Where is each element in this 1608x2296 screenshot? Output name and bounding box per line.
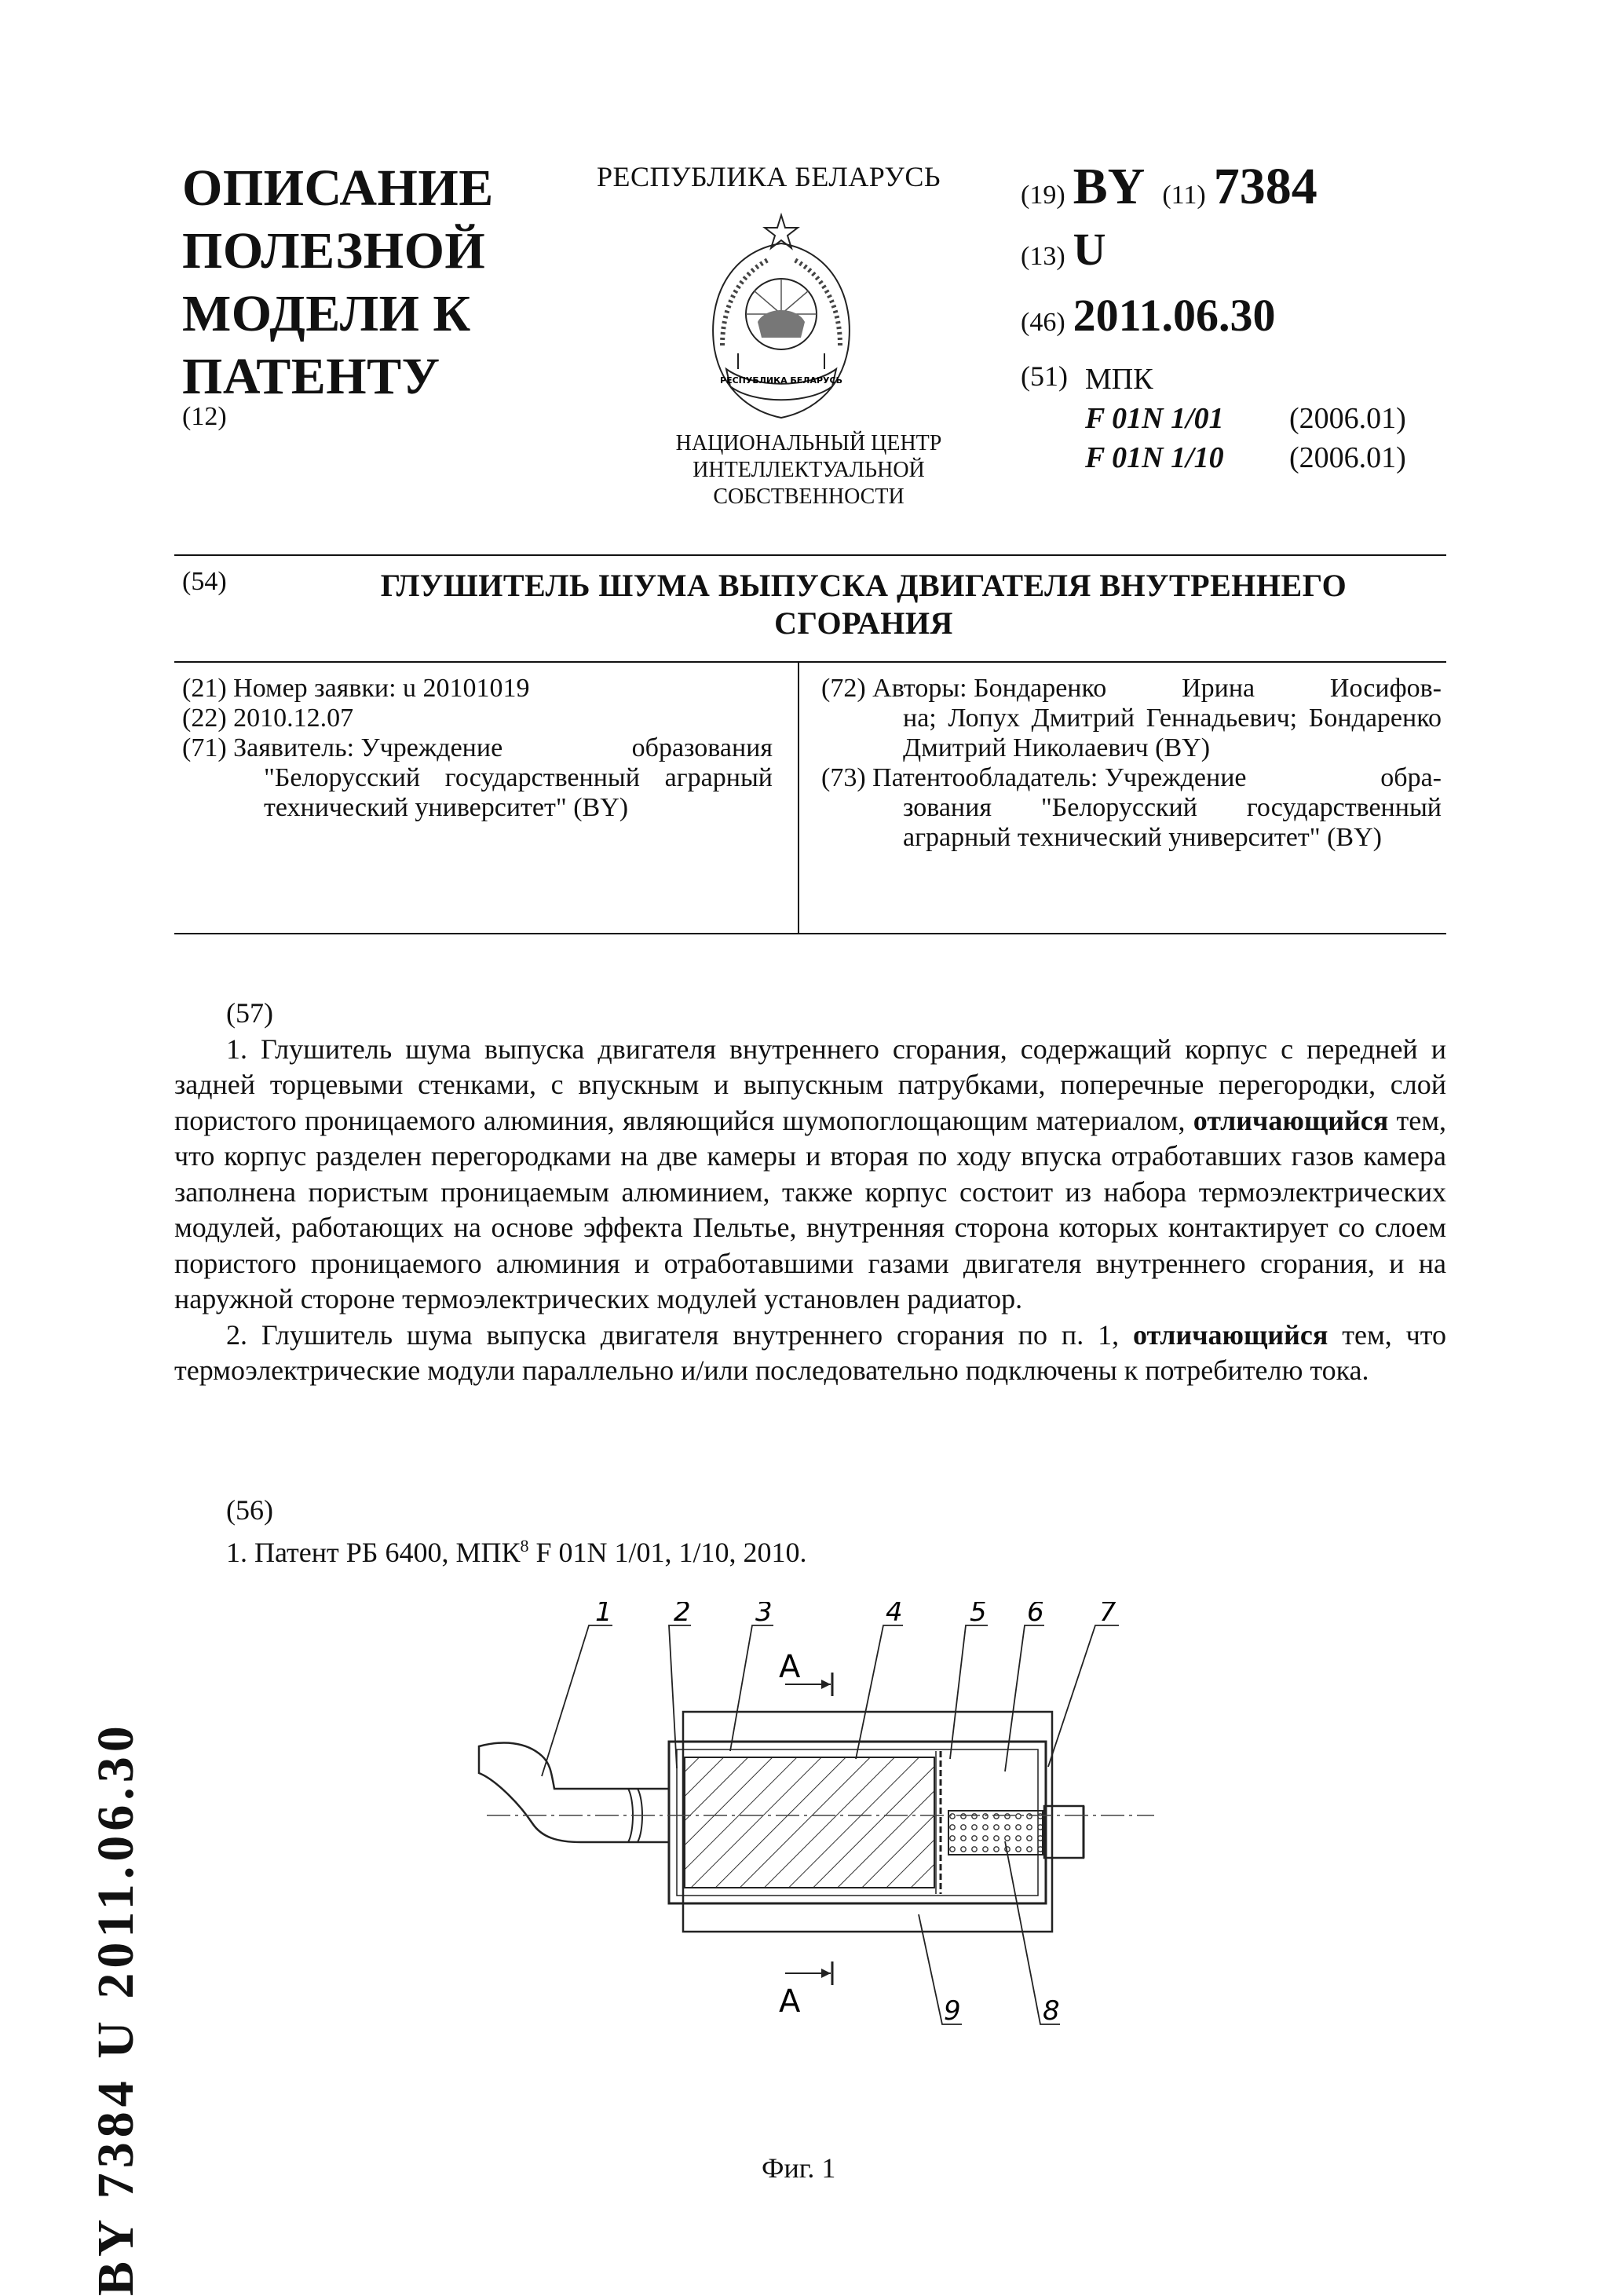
applicant-name: "Белорусский государственный аграрный технический университет" (BY): [264, 763, 773, 822]
authors-owner-data: [821, 674, 1442, 853]
doc-type-line: МОДЕЛИ К: [182, 285, 471, 342]
authors-names: на; Лопух Дмитрий Геннадьевич; Бондаренко Дмитрий Николаевич (BY): [903, 704, 1442, 762]
kind-code-row: [1021, 223, 1406, 289]
inid-code: (13): [1021, 242, 1065, 271]
applicant-line: [182, 733, 773, 763]
part-label: 9: [944, 1995, 961, 2027]
publication-date: 2011.06.30: [1073, 290, 1276, 341]
title-line: ГЛУШИТЕЛЬ ШУМА ВЫПУСКА ДВИГАТЕЛЯ ВНУТРЕННЕГО: [380, 568, 1347, 603]
state-emblem: [691, 212, 872, 432]
ipc-block: [1021, 360, 1406, 477]
claim-2: [174, 1318, 1446, 1389]
figure-caption: Фиг. 1: [762, 2152, 836, 2184]
patent-number: 7384: [1213, 158, 1317, 215]
reference-text: F 01N 1/01, 1/10, 2010.: [535, 1537, 807, 1568]
claim-keyword: отличающийся: [1193, 1104, 1389, 1136]
part-label: 2: [674, 1602, 691, 1628]
doc-type-line: ПАТЕНТУ: [182, 348, 440, 405]
applicant-first-line: Учреждение образования: [360, 733, 773, 762]
part-label: 6: [1027, 1602, 1044, 1628]
title-line: СГОРАНИЯ: [774, 605, 953, 641]
column-divider: [798, 661, 799, 934]
inid-code: (11): [1162, 181, 1206, 210]
section-letter: A: [779, 1649, 801, 1685]
application-data: [182, 674, 773, 823]
claim-text: 2. Глушитель шума выпуска двигателя внутреннего сгорания по п. 1,: [226, 1318, 1120, 1351]
section-mark-bottom: [779, 1961, 832, 2020]
claim-text: 1. Глушитель шума выпуска двигателя внутреннего сгорания, содержащий корпус с передней и задней торцевыми стенками, с впускным и выпускным патрубками, поперечные перегородки, слой пористого проницаемого алюминия, являющийся шумопоглощающим материалом,: [174, 1033, 1446, 1136]
owner-label: (73) Патентообладатель:: [821, 763, 1098, 792]
ipc-label: МПК: [1084, 363, 1153, 396]
porous-aluminium-chamber: [685, 1757, 934, 1888]
outlet-pipe: [1044, 1806, 1084, 1858]
biblio-bottom-divider: [174, 933, 1446, 934]
ipc-version: (2006.01): [1288, 402, 1406, 435]
references-section: [226, 1492, 807, 1570]
claims-section: [174, 996, 1446, 1389]
doc-type-line: ОПИСАНИЕ: [182, 159, 494, 217]
inid-code: (19): [1021, 181, 1065, 210]
application-number: (21) Номер заявки: u 20101019: [182, 674, 530, 703]
inid-code: (56): [226, 1494, 273, 1526]
claim-text: тем, что корпус разделен перегородками на две камеры и вторая по ходу впуска отработавших газов камера заполнена пористым проницаемым алюминием, также корпус состоит из набора термоэлектрических модулей, работающих на основе эффекта Пельтье, внутренняя сторона которых контактирует со слоем пористого проницаемого алюминия и отработавшими газами двигателя внутреннего сгорания, и на наружной стороне термоэлектрических модулей установлен радиатор.: [174, 1104, 1447, 1314]
part-label: 1: [595, 1602, 612, 1628]
office-name: [636, 430, 981, 510]
doc-type-code: (12): [182, 402, 227, 431]
inid-code: (51): [1021, 360, 1068, 392]
part-label: 7: [1099, 1602, 1116, 1628]
inid-code: (54): [182, 567, 227, 596]
ipc-code: F 01N 1/01: [1084, 402, 1224, 435]
claim-text: тем, что термоэлектрические модули параллельно и/или последовательно подключены к потребителю тока.: [174, 1318, 1447, 1386]
part-label: 4: [886, 1602, 903, 1628]
header-divider: [174, 554, 1446, 556]
doc-type-line: ПОЛЕЗНОЙ: [182, 222, 486, 280]
publication-number-row: [1021, 157, 1406, 223]
perforated-tube: [948, 1811, 1043, 1855]
office-name-line: СОБСТВЕННОСТИ: [713, 484, 904, 509]
authors-label: (72) Авторы:: [821, 674, 967, 703]
country-code: BY: [1073, 158, 1146, 215]
owner-name: зования "Белорусский государственный аграрный технический университет" (BY): [903, 793, 1442, 852]
kind-code: U: [1073, 224, 1106, 275]
claim-keyword: отличающийся: [1132, 1318, 1328, 1351]
part-label: 8: [1043, 1995, 1060, 2027]
part-label: 5: [970, 1602, 987, 1628]
owner-line: [821, 763, 1442, 793]
ipc-entry: [1085, 438, 1406, 477]
muffler-drawing: [463, 1602, 1170, 2042]
section-letter: A: [779, 1983, 801, 2020]
title-divider: [174, 661, 1446, 663]
office-name-line: ИНТЕЛЛЕКТУАЛЬНОЙ: [693, 458, 925, 482]
inid-code: (46): [1021, 308, 1065, 337]
publication-date-row: [1021, 289, 1406, 355]
reference-item: [226, 1528, 807, 1570]
inid-code: (57): [226, 997, 273, 1029]
inlet-pipe: [479, 1743, 669, 1842]
ipc-code: F 01N 1/10: [1084, 441, 1224, 474]
reference-text: 1. Патент РБ 6400, МПК: [226, 1537, 521, 1568]
document-type-title: [182, 157, 575, 408]
reference-superscript: 8: [520, 1536, 529, 1556]
authors-line: [821, 674, 1442, 704]
office-name-line: НАЦИОНАЛЬНЫЙ ЦЕНТР: [675, 431, 942, 455]
utility-model-title: [298, 567, 1429, 642]
emblem-ribbon-text: РЕСПУБЛИКА БЕЛАРУСЬ: [720, 375, 842, 386]
ipc-version: (2006.01): [1288, 441, 1406, 474]
bibliographic-data: [1021, 157, 1406, 477]
owner-first-line: Учреждение обра-: [1104, 763, 1442, 792]
filing-date: (22) 2010.12.07: [182, 704, 354, 733]
authors-first-line: Бондаренко Ирина Иосифов-: [974, 674, 1442, 703]
applicant-label: (71) Заявитель:: [182, 733, 355, 762]
part-label: 3: [755, 1602, 773, 1628]
side-document-identifier: BY 7384 U 2011.06.30: [87, 1721, 144, 2296]
country-name: РЕСПУБЛИКА БЕЛАРУСЬ: [597, 161, 941, 192]
ipc-entry: [1085, 399, 1406, 438]
section-mark-top: [779, 1649, 832, 1696]
claim-1: [174, 1032, 1446, 1318]
